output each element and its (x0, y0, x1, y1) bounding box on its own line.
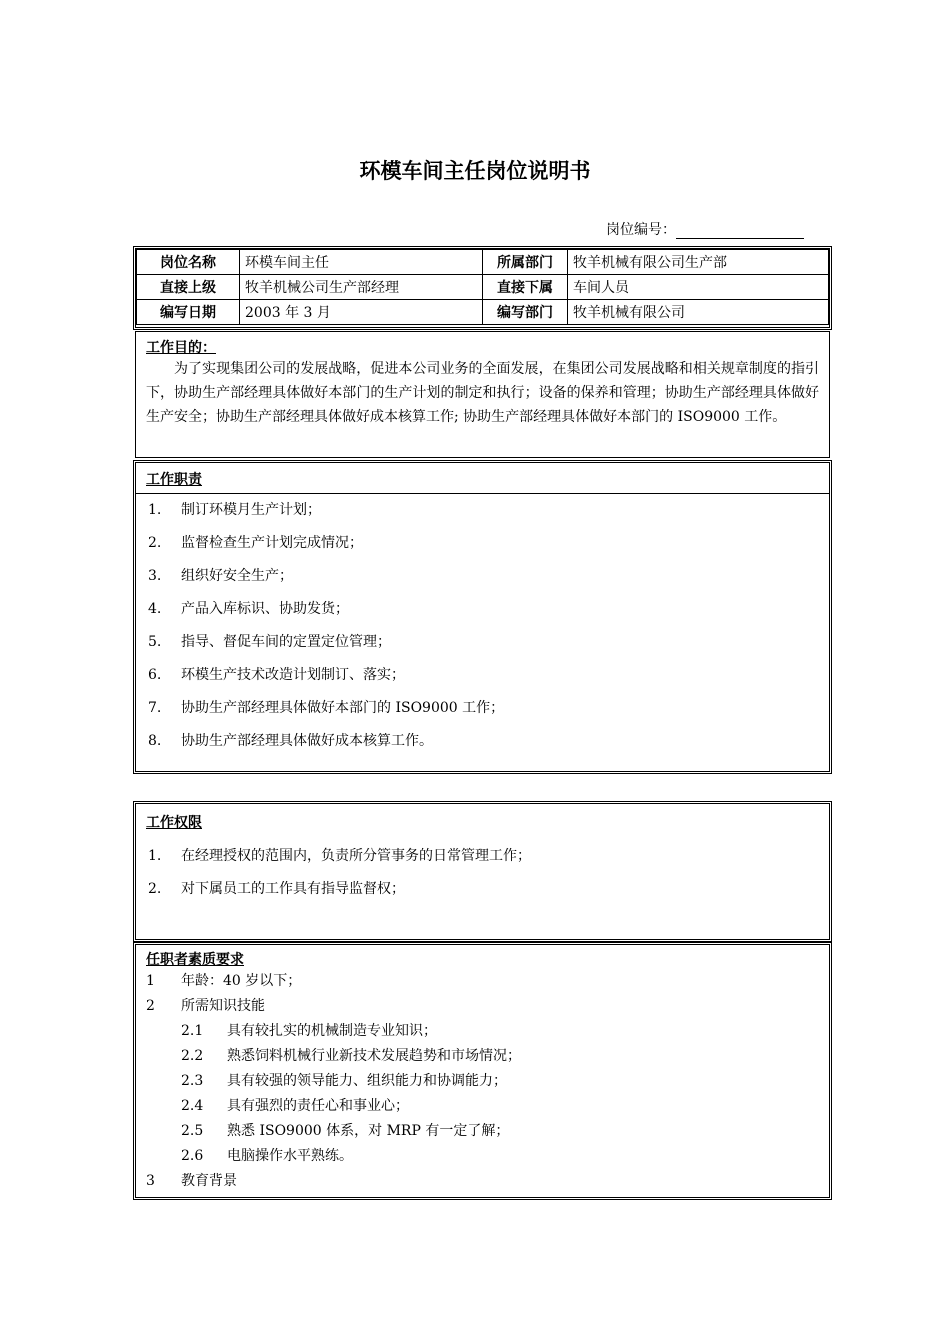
info-value: 2003 年 3 月 (240, 300, 483, 325)
purpose-text: 为了实现集团公司的发展战略，促进本公司业务的全面发展，在集团公司发展战略和相关规章制度的指引下，协助生产部经理具体做好本部门的生产计划的制定和执行；设备的保养和管理；协助生产部经理具体做好生产安全；协助生产部经理具体做好成本核算工作; 协助生产部经理具体做好本部门的 ISO9000 工作。 (146, 361, 819, 425)
requirement-subitem (136, 1144, 829, 1169)
info-value: 车间人员 (568, 275, 829, 300)
duty-text: 协助生产部经理具体做好本部门的 ISO9000 工作； (181, 700, 505, 716)
requirement-item (136, 969, 829, 994)
requirement-number: 3 (146, 1173, 155, 1189)
requirement-text: 熟悉饲料机械行业新技术发展趋势和市场情况； (227, 1048, 521, 1064)
requirement-text: 具有较扎实的机械制造专业知识； (227, 1023, 437, 1039)
duty-text: 协助生产部经理具体做好成本核算工作。 (181, 733, 433, 749)
authority-item (136, 840, 829, 873)
info-value: 牧羊机械有限公司 (568, 300, 829, 325)
requirement-item (136, 994, 829, 1019)
info-label: 编写日期 (137, 300, 240, 325)
info-table (136, 249, 829, 325)
position-number-blank (676, 224, 804, 239)
requirement-text: 熟悉 ISO9000 体系，对 MRP 有一定了解； (227, 1123, 510, 1139)
requirement-number: 2.2 (181, 1048, 204, 1064)
info-label: 直接上级 (137, 275, 240, 300)
info-label: 所属部门 (483, 250, 568, 275)
authority-text: 在经理授权的范围内，负责所分管事务的日常管理工作； (181, 848, 531, 864)
authority-number: 1. (148, 848, 162, 864)
info-value: 牧羊机械有限公司生产部 (568, 250, 829, 275)
position-number (606, 219, 804, 239)
duty-item (136, 626, 829, 659)
purpose-section (135, 331, 830, 458)
info-table-box (135, 248, 830, 328)
duty-text: 指导、督促车间的定置定位管理； (181, 634, 391, 650)
authority-section (135, 803, 830, 940)
duty-number: 7. (148, 700, 162, 716)
duty-number: 1. (148, 502, 162, 518)
info-value: 牧羊机械公司生产部经理 (240, 275, 483, 300)
info-row-2 (137, 275, 829, 300)
duty-item (136, 560, 829, 593)
info-row-1 (137, 250, 829, 275)
requirements-section (135, 944, 830, 1198)
requirement-text: 所需知识技能 (181, 998, 265, 1014)
requirement-subitem (136, 1119, 829, 1144)
requirement-number: 2.4 (181, 1098, 204, 1114)
requirement-text: 教育背景 (181, 1173, 237, 1189)
duty-item (136, 692, 829, 725)
duty-text: 监督检查生产计划完成情况； (181, 535, 363, 551)
duty-number: 4. (148, 601, 162, 617)
authority-number: 2. (148, 881, 162, 897)
requirement-text: 电脑操作水平熟练。 (227, 1148, 353, 1164)
info-value: 环模车间主任 (240, 250, 483, 275)
info-row-3 (137, 300, 829, 325)
requirement-subitem (136, 1069, 829, 1094)
requirement-number: 2.5 (181, 1123, 204, 1139)
page-title: 环模车间主任岗位说明书 (359, 159, 591, 183)
requirement-text: 具有强烈的责任心和事业心； (227, 1098, 409, 1114)
requirement-number: 1 (146, 973, 155, 989)
duty-item (136, 593, 829, 626)
requirement-text: 年龄：40 岁以下； (181, 973, 302, 989)
info-label: 直接下属 (483, 275, 568, 300)
duty-text: 组织好安全生产； (181, 568, 293, 584)
duty-number: 6. (148, 667, 162, 683)
authority-item (136, 873, 829, 906)
duty-number: 3. (148, 568, 162, 584)
position-number-label: 岗位编号： (606, 222, 676, 238)
duty-item (136, 659, 829, 692)
requirement-subitem (136, 1044, 829, 1069)
duty-number: 8. (148, 733, 162, 749)
duties-header (136, 463, 829, 494)
info-label: 编写部门 (483, 300, 568, 325)
requirement-number: 2.1 (181, 1023, 204, 1039)
duty-text: 产品入库标识、协助发货； (181, 601, 349, 617)
duty-number: 2. (148, 535, 162, 551)
requirement-subitem (136, 1019, 829, 1044)
purpose-heading: 工作目的： (146, 340, 216, 356)
info-label: 岗位名称 (137, 250, 240, 275)
requirement-number: 2.3 (181, 1073, 204, 1089)
requirement-number: 2.6 (181, 1148, 204, 1164)
requirement-text: 具有较强的领导能力、组织能力和协调能力； (227, 1073, 507, 1089)
requirement-number: 2 (146, 998, 155, 1014)
authority-text: 对下属员工的工作具有指导监督权； (181, 881, 405, 897)
requirement-subitem (136, 1094, 829, 1119)
duty-number: 5. (148, 634, 162, 650)
duty-text: 制订环模月生产计划； (181, 502, 321, 518)
duty-item (136, 725, 829, 758)
duties-heading: 工作职责 (146, 472, 202, 488)
requirements-heading: 任职者素质要求 (146, 952, 244, 968)
duties-section (135, 462, 830, 772)
duty-item (136, 527, 829, 560)
duty-text: 环模生产技术改造计划制订、落实； (181, 667, 405, 683)
requirement-item (136, 1169, 829, 1194)
duty-item (136, 494, 829, 527)
authority-heading: 工作权限 (146, 815, 202, 831)
